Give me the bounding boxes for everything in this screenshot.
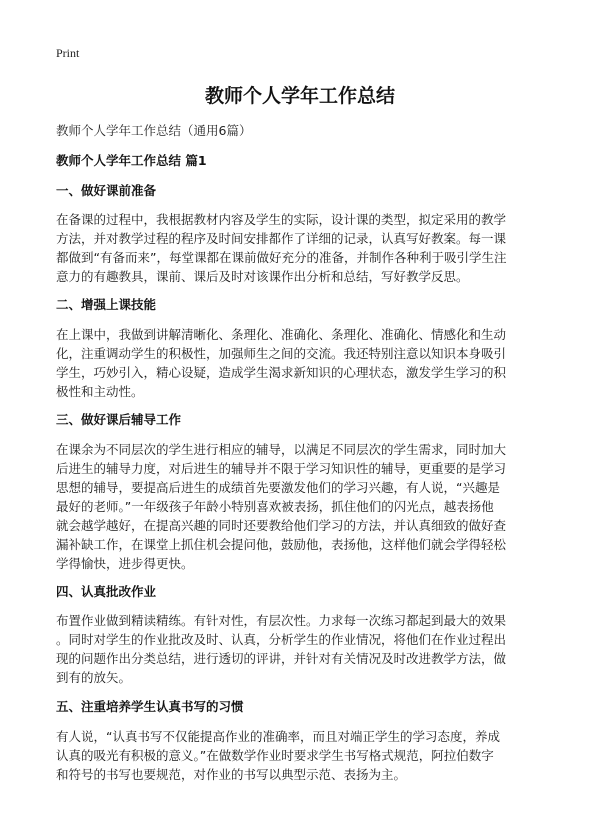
paragraph-line: 学得愉快，进步得更快。 — [56, 556, 194, 571]
paragraph-line: 最好的老师。”一年级孩子年龄小特别喜欢被表扬，抓住他们的闪光点，越表扬他 — [56, 499, 494, 514]
section-paragraph-5 — [56, 727, 552, 784]
paragraph-line: 认真的吸光有积极的意义。”在做数学作业时要求学生书写格式规范，阿拉伯数字 — [56, 748, 494, 763]
paragraph-line: 现的问题作出分类总结，进行透切的评讲，并针对有关情况及时改进教学方法，做 — [56, 651, 507, 666]
section-paragraph-1 — [56, 210, 552, 286]
paragraph-line: 就会越学越好，在提高兴趣的同时还要教给他们学习的方法，并认真细致的做好查 — [56, 518, 507, 533]
paragraph-line: 漏补缺工作，在课堂上抓住机会提问他，鼓励他，表扬他，这样他们就会学得轻松 — [56, 537, 507, 552]
paragraph-line: 有人说，“认真书写不仅能提高作业的准确率，而且对端正学生的学习态度，养成 — [56, 729, 500, 744]
print-link[interactable]: Print — [56, 46, 80, 60]
section-heading-3: 三、做好课后辅导工作 — [56, 412, 182, 427]
paragraph-line: 方法，并对教学过程的程序及时间安排都作了详细的记录，认真写好教案。每一课 — [56, 231, 507, 246]
paragraph-line: 都做到“有备而来”，每堂课都在课前做好充分的准备，并制作各种利于吸引学生注 — [56, 250, 507, 265]
paragraph-line: 。同时对学生的作业批改及时、认真，分析学生的作业情况，将他们在作业过程出 — [56, 632, 507, 647]
paragraph-line: 意力的有趣教具，课前、课后及时对该课作出分析和总结，写好教学反思。 — [56, 269, 469, 284]
paragraph-line: 思想的辅导，要提高后进生的成绩首先要激发他们的学习兴趣，有人说，“兴趣是 — [56, 480, 500, 495]
section-heading-1: 一、做好课前准备 — [56, 183, 157, 198]
document-subtitle: 教师个人学年工作总结（通用6篇） — [56, 123, 252, 138]
paragraph-line: 后进生的辅导力度，对后进生的辅导并不限于学习知识性的辅导，更重要的是学习 — [56, 461, 507, 476]
section-heading-2: 二、增强上课技能 — [56, 297, 157, 312]
paragraph-line: 在上课中，我做到讲解清晰化、条理化、准确化、条理化、准确化、情感化和生动 — [56, 327, 507, 342]
paragraph-line: 在备课的过程中，我根据教材内容及学生的实际，设计课的类型，拟定采用的教学 — [56, 212, 507, 227]
paragraph-line: 布置作业做到精读精练。有针对性，有层次性。力求每一次练习都起到最大的效果 — [56, 613, 507, 628]
article-heading: 教师个人学年工作总结 篇1 — [56, 153, 207, 168]
paragraph-line: 到有的放矢。 — [56, 670, 132, 685]
section-paragraph-3 — [56, 440, 552, 573]
paragraph-line: 极性和主动性。 — [56, 384, 144, 399]
paragraph-line: 在课余为不同层次的学生进行相应的辅导，以满足不同层次的学生需求，同时加大 — [56, 442, 507, 457]
page-title: 教师个人学年工作总结 — [204, 85, 395, 107]
section-heading-5: 五、注重培养学生认真书写的习惯 — [56, 699, 244, 714]
paragraph-line: 和符号的书写也要规范，对作业的书写以典型示范、表扬为主。 — [56, 767, 407, 782]
section-paragraph-4 — [56, 611, 552, 687]
paragraph-line: 学生，巧妙引入，精心设疑，造成学生渴求新知识的心理状态，激发学生学习的积 — [56, 365, 507, 380]
section-paragraph-2 — [56, 325, 552, 401]
paragraph-line: 化，注重调动学生的积极性，加强师生之间的交流。我还特别注意以知识本身吸引 — [56, 346, 507, 361]
section-heading-4: 四、认真批改作业 — [56, 584, 157, 599]
